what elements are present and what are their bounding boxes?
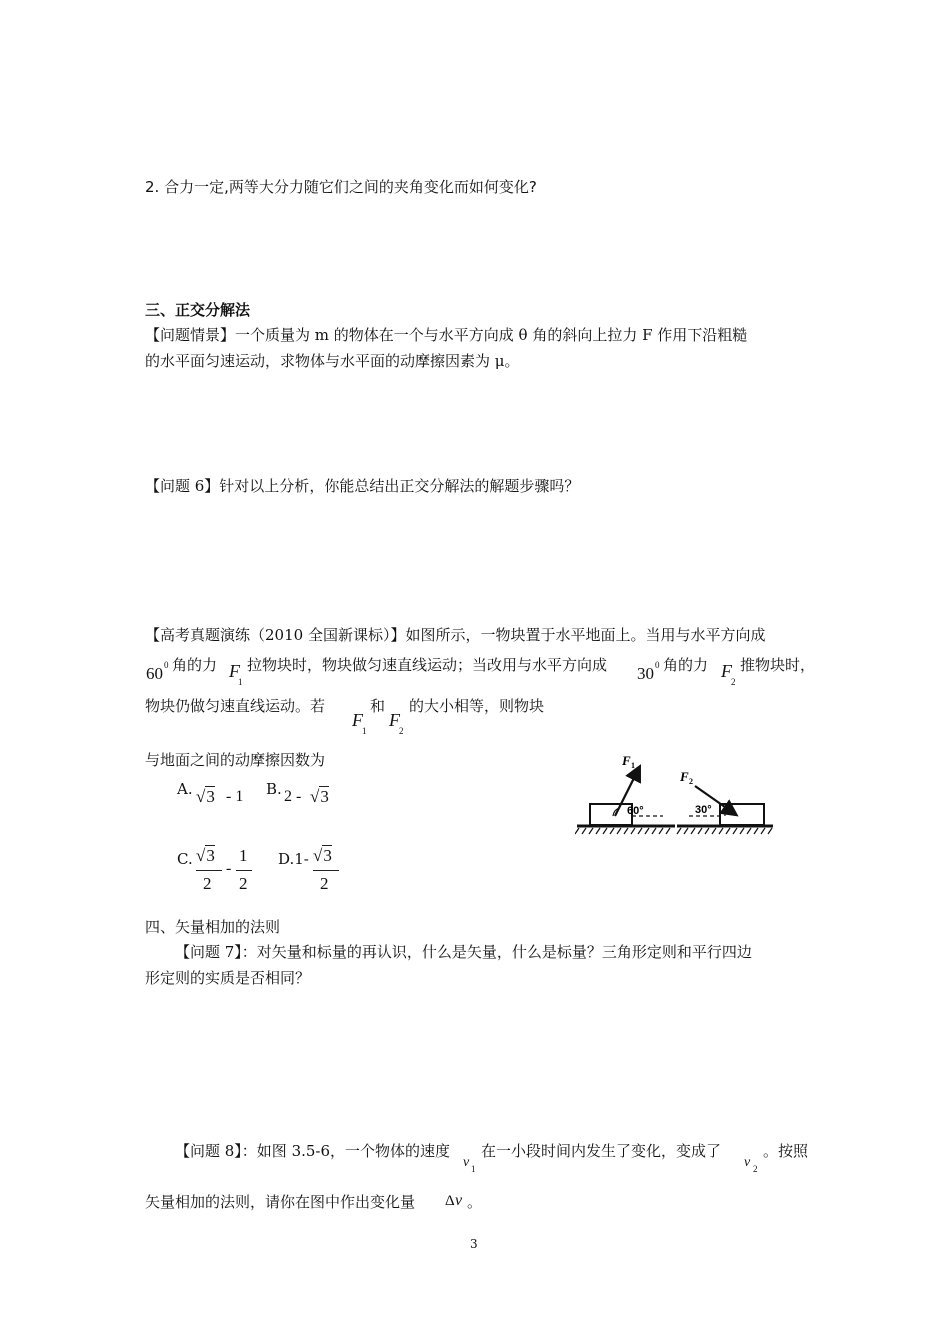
angle-arc-right — [723, 810, 725, 816]
force-f2-sub: 2 — [731, 677, 736, 687]
force-f1-b: F — [352, 710, 363, 730]
exam-line-4: 与地面之间的动摩擦因数为 — [145, 751, 326, 769]
fig-f2-sub: 2 — [689, 777, 693, 786]
question-7-line-1: 【问题 7】：对矢量和标量的再认识，什么是矢量，什么是标量？三角形定则和平行四边 — [175, 943, 752, 961]
exam-line-3c: 的大小相等，则物块 — [409, 697, 545, 715]
fig-f1-sub: 1 — [631, 761, 635, 770]
question-2: 2. 合力一定,两等大分力随它们之间的夹角变化而如何变化? — [145, 178, 537, 196]
option-c-frac-bar-1 — [196, 870, 222, 871]
question-6: 【问题 6】针对以上分析，你能总结出正交分解法的解题步骤吗？ — [145, 477, 580, 495]
option-c-den2: 2 — [239, 874, 248, 893]
option-c-sqrt: √3 — [196, 846, 215, 865]
force-f2-b-sub: 2 — [399, 726, 404, 736]
velocity-v2-sub: 2 — [753, 1164, 758, 1174]
scenario-line-2: 的水平面匀速运动，求物体与水平面的动摩擦因素为 μ。 — [145, 352, 520, 370]
force-diagram — [575, 752, 780, 840]
option-a-sqrt: √3 — [196, 787, 215, 806]
degree-sup-2: 0 — [655, 660, 660, 670]
option-d-label: D.1- — [278, 850, 309, 868]
exam-line-3a: 物块仍做匀速直线运动。若 — [145, 697, 326, 715]
section-3-title: 三、正交分解法 — [145, 301, 251, 319]
angle-60: 60 — [146, 664, 163, 683]
exam-line-3b: 和 — [370, 697, 386, 715]
section-4-title: 四、矢量相加的法则 — [145, 918, 281, 936]
velocity-v2: v — [744, 1155, 751, 1170]
option-b-label: B. — [266, 780, 282, 798]
text-push: 推物块时， — [740, 656, 816, 674]
degree-sup-1: 0 — [164, 660, 169, 670]
force-f2-b: F — [389, 710, 400, 730]
exam-line-1: 【高考真题演练（2010 全国新课标）】如图所示，一物块置于水平地面上。当用与水平方向成 — [145, 626, 766, 644]
option-c-num2: 1 — [239, 846, 248, 865]
ground-left — [575, 826, 675, 834]
angle-30: 30 — [637, 664, 654, 683]
option-d-sqrt: √3 — [313, 846, 332, 865]
text-angle-force-2: 角的力 — [663, 656, 709, 674]
force-f1: F — [229, 661, 240, 681]
force-f2: F — [721, 661, 732, 681]
option-d-den: 2 — [320, 874, 329, 893]
option-c-den: 2 — [203, 874, 212, 893]
fig-f1-label: F — [622, 753, 631, 768]
option-c-frac-bar-2 — [236, 870, 252, 871]
fig-angle-30: 30° — [695, 804, 712, 816]
option-a-rest: - 1 — [226, 788, 244, 805]
force-f1-sub: 1 — [238, 677, 243, 687]
question-8-c: 。按照 — [763, 1142, 809, 1160]
delta-symbol: Δ — [445, 1193, 455, 1209]
question-8-a: 【问题 8】：如图 3.5-6，一个物体的速度 — [175, 1142, 451, 1160]
ground-right — [677, 826, 773, 834]
question-8-line-2a: 矢量相加的法则，请你在图中作出变化量 — [145, 1193, 416, 1211]
velocity-v1: v — [463, 1155, 470, 1170]
page-number: 3 — [470, 1237, 478, 1251]
scenario-line-1: 【问题情景】一个质量为 m 的物体在一个与水平方向成 θ 角的斜向上拉力 F 作用下沿粗糙 — [145, 326, 748, 344]
option-c-label: C. — [177, 850, 193, 868]
option-d-frac-bar — [313, 870, 339, 871]
option-b-sqrt: √3 — [310, 787, 329, 806]
block-left — [590, 804, 632, 825]
question-8-line-2b: 。 — [467, 1193, 483, 1211]
option-b-pre: 2 - — [284, 788, 302, 805]
velocity-v1-sub: 1 — [471, 1164, 476, 1174]
option-c-minus: - — [226, 860, 232, 877]
force-f1-b-sub: 1 — [362, 726, 367, 736]
option-a-label: A. — [177, 780, 193, 798]
question-8-b: 在一小段时间内发生了变化，变成了 — [481, 1142, 722, 1160]
fig-angle-60: 60° — [627, 805, 644, 817]
fig-f2-label: F — [680, 769, 689, 784]
delta-v: v — [455, 1192, 463, 1209]
text-angle-force-1: 角的力 — [172, 656, 218, 674]
text-pull: 拉物块时，物块做匀速直线运动；当改用与水平方向成 — [247, 656, 608, 674]
question-7-line-2: 形定则的实质是否相同？ — [145, 969, 311, 987]
